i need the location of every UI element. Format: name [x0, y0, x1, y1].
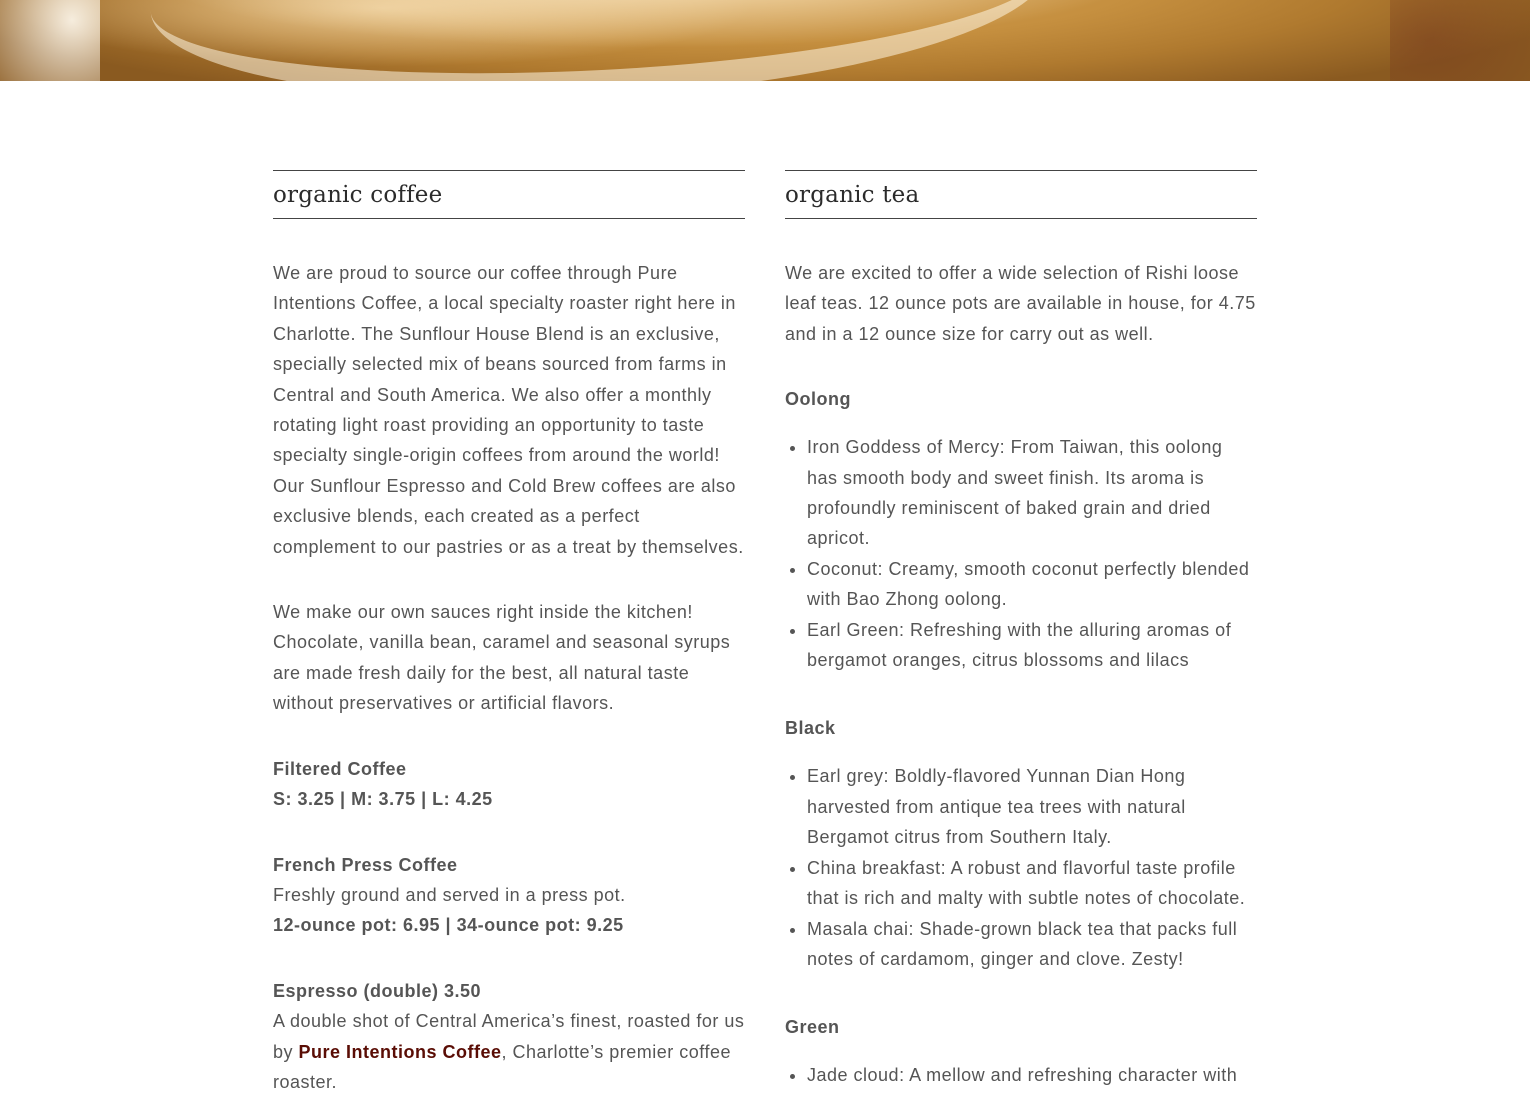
cup-rim-shadow	[1390, 0, 1530, 81]
tea-heading: organic tea	[785, 181, 920, 208]
latte-art-swirl	[145, 0, 1055, 81]
black-list	[785, 761, 1257, 974]
coffee-intro: We are proud to source our coffee through Pure Intentions Coffee, a local specialty roaster right here in Charlotte. The Sunflour House Blend is an exclusive, specially selected mix of beans sourced from farms in Central and South America. We also offer a monthly rotating light roast providing an opportunity to taste specialty single-origin coffees from around the world! Our Sunflour Espresso and Cold Brew coffees are also exclusive blends, each created as a perfect complement to our pastries or as a treat by themselves.	[273, 263, 744, 557]
coffee-heading-box	[273, 170, 745, 219]
espresso-title: Espresso (double) 3.50	[273, 980, 482, 1001]
hero-coffee-image	[0, 0, 1530, 81]
green-list	[785, 1060, 1257, 1090]
list-item: • Coconut: Creamy, smooth coconut perfectly blended with Bao Zhong oolong.	[807, 554, 1257, 615]
espresso-desc-after: , Charlotte’s premier coffee roaster.	[273, 1041, 731, 1092]
coffee-column	[273, 170, 745, 1097]
filtered-coffee-prices: S: 3.25 | M: 3.75 | L: 4.25	[273, 789, 493, 810]
oolong-title: Oolong	[785, 389, 851, 410]
list-item: • China breakfast: A robust and flavorful taste profile that is rich and malty with subtle notes of chocolate.	[807, 853, 1257, 914]
cup-rim-highlight	[0, 0, 100, 81]
list-item: • Earl Green: Refreshing with the alluring aromas of bergamot oranges, citrus blossoms and lilacs	[807, 615, 1257, 676]
pure-intentions-link[interactable]: Pure Intentions Coffee	[298, 1041, 502, 1062]
espresso-desc	[273, 1006, 745, 1097]
filtered-coffee-title: Filtered Coffee	[273, 758, 407, 779]
french-press-prices: 12-ounce pot: 6.95 | 34-ounce pot: 9.25	[273, 915, 624, 936]
list-item: • Earl grey: Boldly-flavored Yunnan Dian Hong harvested from antique tea trees with natural Bergamot citrus from Southern Italy.	[807, 761, 1257, 852]
tea-heading-box	[785, 170, 1257, 219]
list-item: • Iron Goddess of Mercy: From Taiwan, this oolong has smooth body and sweet finish. Its aroma is profoundly reminiscent of baked grain and dried apricot.	[807, 432, 1257, 554]
oolong-list	[785, 432, 1257, 675]
list-item: • Jade cloud: A mellow and refreshing character with	[807, 1060, 1257, 1090]
list-item: • Masala chai: Shade-grown black tea that packs full notes of cardamom, ginger and clove. Zesty!	[807, 914, 1257, 975]
french-press-desc: Freshly ground and served in a press pot.	[273, 884, 626, 905]
espresso-desc-before: A double shot of Central America’s finest, roasted for us by	[273, 1011, 745, 1062]
sauces-paragraph: We make our own sauces right inside the kitchen! Chocolate, vanilla bean, caramel and seasonal syrups are made fresh daily for the best, all natural taste without preservatives or artificial flavors.	[273, 602, 731, 714]
black-title: Black	[785, 718, 836, 739]
green-title: Green	[785, 1017, 840, 1038]
tea-column	[785, 170, 1257, 1091]
coffee-heading: organic coffee	[273, 181, 443, 208]
french-press-title: French Press Coffee	[273, 854, 458, 875]
tea-intro: We are excited to offer a wide selection of Rishi loose leaf teas. 12 ounce pots are available in house, for 4.75 and in a 12 ounce size for carry out as well.	[785, 263, 1256, 344]
